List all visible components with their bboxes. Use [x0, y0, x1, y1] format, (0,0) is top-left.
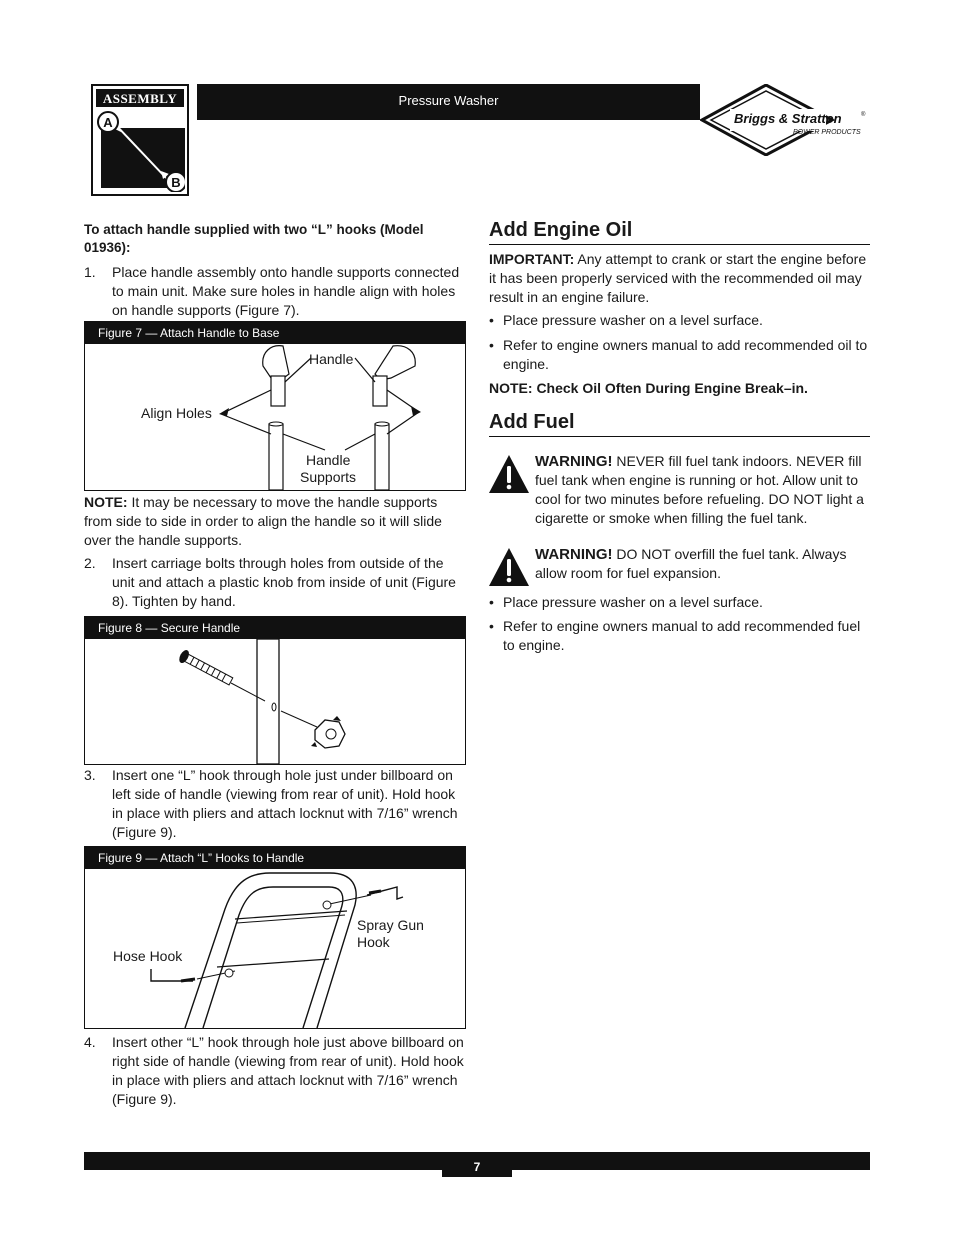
brand-name: Briggs & Stratton	[734, 111, 842, 126]
bullet-text: Place pressure washer on a level surface.	[503, 312, 763, 328]
step-item	[84, 263, 466, 320]
badge-letter-a: A	[103, 115, 113, 130]
step-text: Insert one “L” hook through hole just under billboard on left side of handle (viewing from rear of unit). Hold hook in place with pliers and attach locknut with 7/16” wrench (Figure 9).	[112, 767, 458, 840]
section-badge-label: ASSEMBLY	[96, 89, 184, 107]
warning-text: DO NOT overfill the fuel tank. Always allow room for fuel expansion.	[535, 546, 847, 581]
bullet-text: Refer to engine owners manual to add recommended fuel to engine.	[503, 618, 861, 653]
step-item	[84, 554, 466, 611]
figure-8-illustration	[85, 639, 465, 764]
label-handle-supports-line1: Handle	[306, 452, 351, 468]
page-title: Pressure Washer	[197, 84, 700, 120]
figure-caption: Figure 8 — Secure Handle	[85, 617, 465, 639]
figure-9	[84, 846, 466, 1029]
section-badge	[91, 84, 189, 196]
warning-overfill	[535, 545, 865, 583]
label-spray-gun-hook-line2: Hook	[357, 934, 390, 950]
assembly-arrow-graphic	[95, 110, 185, 192]
oil-note: NOTE: Check Oil Often During Engine Break–in.	[489, 380, 808, 396]
bullet-text: Place pressure washer on a level surface.	[503, 594, 763, 610]
bullet-item: • Place pressure washer on a level surface.	[489, 311, 869, 330]
bullet-item: • Refer to engine owners manual to add recommended fuel to engine.	[489, 617, 869, 655]
bullet-item: • Place pressure washer on a level surface.	[489, 593, 869, 612]
step-text: Place handle assembly onto handle supports connected to main unit. Make sure holes in handle align with holes on handle supports (Figure 7).	[112, 264, 460, 318]
label-hose-hook: Hose Hook	[113, 948, 183, 964]
page-number: 7	[442, 1152, 512, 1177]
briggs-stratton-logo	[700, 84, 870, 156]
step-number: 4.	[84, 1034, 96, 1050]
figure-8	[84, 616, 466, 765]
warning-label: WARNING!	[535, 546, 613, 563]
step-number: 2.	[84, 555, 96, 571]
step-number: 3.	[84, 767, 96, 783]
brand-subtitle: POWER PRODUCTS	[793, 129, 861, 136]
figure-7	[84, 321, 466, 491]
important-label: IMPORTANT:	[489, 251, 575, 267]
figure-caption: Figure 7 — Attach Handle to Base	[85, 322, 465, 344]
label-spray-gun-hook-line1: Spray Gun	[357, 917, 424, 933]
warning-fuel-indoors	[535, 452, 865, 528]
important-paragraph	[489, 250, 869, 307]
note-paragraph	[84, 493, 466, 550]
step-number: 1.	[84, 264, 96, 280]
warning-text: NEVER fill fuel tank indoors. NEVER fill fuel tank when engine is running or hot. Allow unit to cool for two minutes before refueling. DO NOT light a cigarette or smoke when filling the fuel tank.	[535, 453, 864, 526]
add-fuel-heading: Add Fuel	[489, 411, 870, 437]
important-text: Any attempt to crank or start the engine before it has been properly serviced with the recommended oil may result in an engine failure.	[489, 251, 867, 305]
label-handle-supports-line2: Supports	[300, 469, 357, 485]
warning-triangle-icon	[488, 453, 530, 495]
label-align-holes: Align Holes	[141, 405, 212, 421]
warning-triangle-icon	[488, 546, 530, 588]
note-label: NOTE:	[84, 494, 128, 510]
add-engine-oil-heading: Add Engine Oil	[489, 219, 870, 245]
warning-label: WARNING!	[535, 453, 613, 470]
bullet-text: Refer to engine owners manual to add recommended oil to engine.	[503, 337, 868, 372]
badge-letter-b: B	[171, 175, 181, 190]
bullet-item: • Refer to engine owners manual to add recommended oil to engine.	[489, 337, 868, 372]
label-handle: Handle	[309, 351, 354, 367]
step-text: Insert other “L” hook through hole just above billboard on right side of handle (viewing from rear of unit). Hold hook in place with pliers and attach locknut with 7/16” wrench (Figure 9).	[112, 1034, 464, 1107]
step-item	[84, 766, 466, 842]
note-text: It may be necessary to move the handle supports from side to side in order to align the handle so it will slide over the handle supports.	[84, 494, 442, 548]
brand-registered: ®	[861, 112, 866, 118]
handle-attach-heading: To attach handle supplied with two “L” hooks (Model 01936):	[84, 222, 424, 255]
step-item	[84, 1033, 466, 1109]
step-text: Insert carriage bolts through holes from outside of the unit and attach a plastic knob from inside of unit (Figure 8). Tighten by hand.	[112, 555, 456, 609]
figure-caption: Figure 9 — Attach “L” Hooks to Handle	[85, 847, 465, 869]
